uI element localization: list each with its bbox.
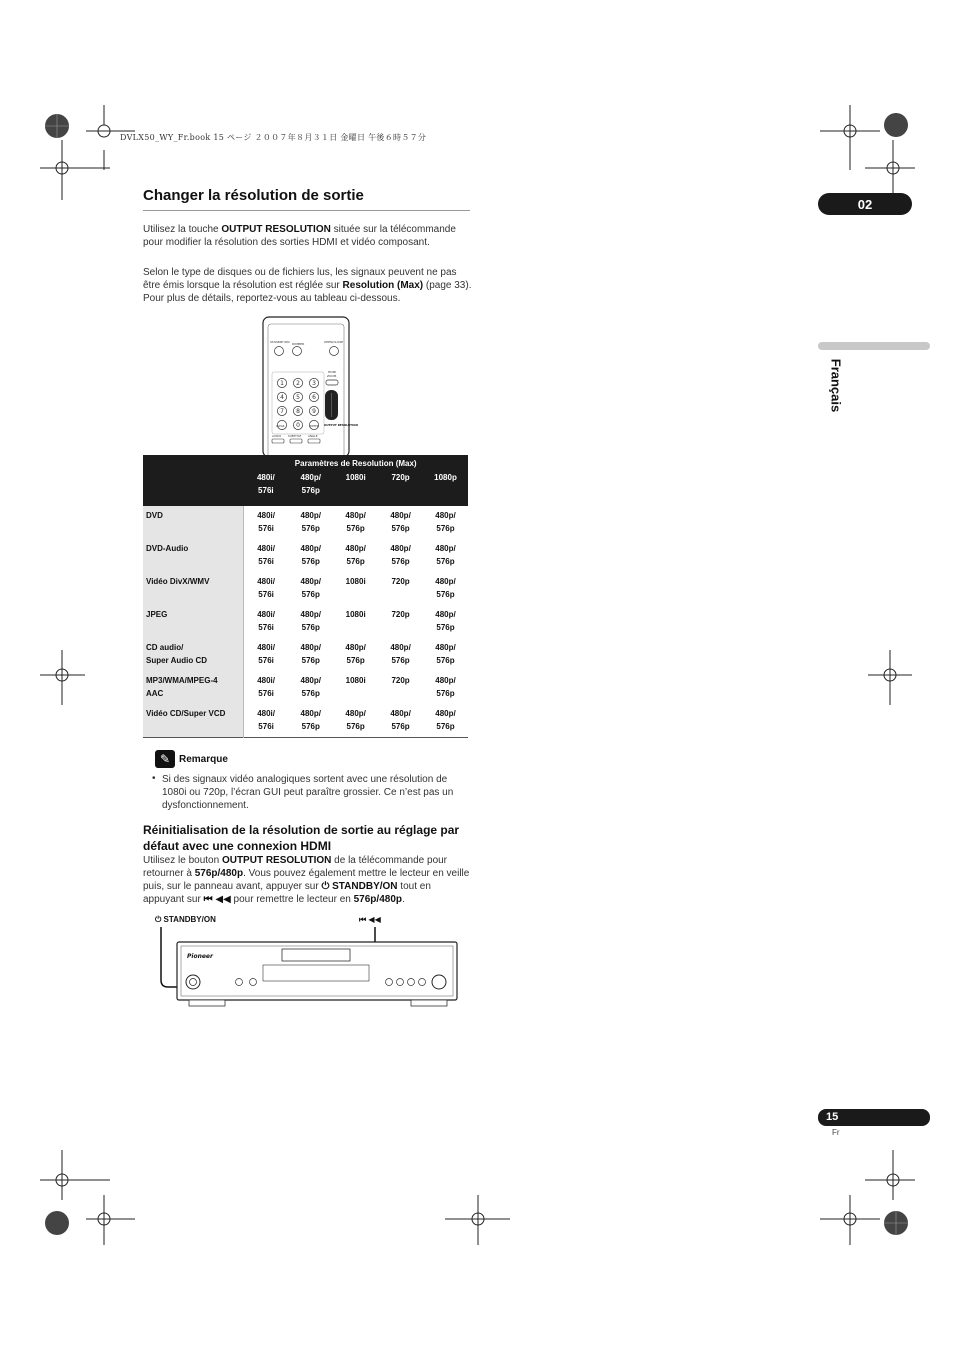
svg-text:5: 5 xyxy=(296,394,300,401)
svg-text:AUDIO: AUDIO xyxy=(272,434,282,438)
table-cell: 480p/ 576p xyxy=(300,544,321,566)
note-title: Remarque xyxy=(179,754,228,765)
warning-paragraph: Selon le type de disques ou de fichiers lus, les signaux peuvent ne pas être émis lorsque la résolution est réglée sur Resolution (Max) (page 33). Pour plus de détails, reportez-vous au tableau ci-dessous. xyxy=(143,267,472,304)
pencil-icon: ✎ xyxy=(155,750,175,768)
table-row xyxy=(143,704,468,737)
page-language: Fr xyxy=(832,1128,840,1137)
svg-text:DIMMER: DIMMER xyxy=(292,342,305,346)
table-cell: 720p xyxy=(391,577,410,586)
row-label: JPEG xyxy=(143,605,243,638)
table-header-row xyxy=(143,471,468,506)
svg-text:ZOOM: ZOOM xyxy=(327,374,337,378)
table-cell: 1080i xyxy=(345,676,366,685)
table-cell: 480p/ 576p xyxy=(300,511,321,533)
table-cell: 480p/ 576p xyxy=(435,610,456,632)
svg-text:ENTER: ENTER xyxy=(310,425,319,428)
table-cell: 480p/ 576p xyxy=(345,643,366,665)
table-cell: 480p/ 576p xyxy=(300,676,321,698)
table-cell: 480p/ 576p xyxy=(390,544,411,566)
svg-text:STANDBY/ON: STANDBY/ON xyxy=(270,340,290,344)
svg-text:HDMI: HDMI xyxy=(328,370,337,374)
note-bullet: • xyxy=(152,773,156,784)
table-row xyxy=(143,572,468,605)
column-header: 720p xyxy=(378,471,423,506)
row-label: CD audio/ Super Audio CD xyxy=(143,638,243,671)
resolution-table xyxy=(143,455,468,738)
section-title: Changer la résolution de sortie xyxy=(143,187,364,204)
svg-text:2: 2 xyxy=(296,380,300,387)
row-label: Vidéo DivX/WMV xyxy=(143,572,243,605)
column-header: 1080i xyxy=(333,471,378,506)
svg-text:ANGLE: ANGLE xyxy=(308,434,318,438)
table-cell: 480p/ 576p xyxy=(300,643,321,665)
language-tab-label: Français xyxy=(828,358,844,413)
svg-text:0: 0 xyxy=(296,422,300,429)
svg-text:3: 3 xyxy=(312,380,316,387)
table-cell: 480p/ 576p xyxy=(345,511,366,533)
table-cell: 480p/ 576p xyxy=(345,709,366,731)
table-cell: 480p/ 576p xyxy=(435,511,456,533)
subsection-title: Réinitialisation de la résolution de sortie au réglage par défaut avec une connexion HDMI xyxy=(143,823,460,853)
table-cell: 720p xyxy=(391,610,410,619)
table-cell: 480i/ 576i xyxy=(257,676,275,698)
row-label: DVD-Audio xyxy=(143,539,243,572)
svg-text:4: 4 xyxy=(280,394,284,401)
table-row xyxy=(143,539,468,572)
svg-text:Pioneer: Pioneer xyxy=(187,953,213,960)
table-cell: 480i/ 576i xyxy=(257,643,275,665)
table-cell: 480i/ 576i xyxy=(257,709,275,731)
table-cell: 480p/ 576p xyxy=(390,709,411,731)
print-header: DVLX50_WY_Fr.book 15 ページ ２００７年８月３１日 金曜日 午後６時５７分 xyxy=(120,133,427,142)
svg-text:SUBTITLE: SUBTITLE xyxy=(288,434,302,438)
table-cell: 480p/ 576p xyxy=(300,577,321,599)
remote-control-illustration xyxy=(262,316,358,448)
svg-text:9: 9 xyxy=(312,408,316,415)
table-caption: Paramètres de Resolution (Max) xyxy=(243,455,468,471)
table-cell: 480p/ 576p xyxy=(435,544,456,566)
table-cell: 480p/ 576p xyxy=(300,610,321,632)
page-number: 15 xyxy=(826,1111,839,1123)
row-label: MP3/WMA/MPEG-4 AAC xyxy=(143,671,243,704)
svg-text:6: 6 xyxy=(312,394,316,401)
table-cell: 480p/ 576p xyxy=(390,643,411,665)
chapter-badge: 02 xyxy=(818,193,912,215)
table-cell: 480p/ 576p xyxy=(435,676,456,698)
dvd-player-illustration xyxy=(155,925,465,1010)
table-cell: 480i/ 576i xyxy=(257,610,275,632)
table-cell: 480p/ 576p xyxy=(435,643,456,665)
table-row xyxy=(143,605,468,638)
table-cell: 480p/ 576p xyxy=(300,709,321,731)
table-cell: 480i/ 576i xyxy=(257,544,275,566)
column-header: 480p/ 576p xyxy=(288,471,333,506)
column-header: 480i/ 576i xyxy=(243,471,288,506)
svg-text:CLEAR: CLEAR xyxy=(276,425,285,428)
table-cell: 720p xyxy=(391,676,410,685)
table-row xyxy=(143,671,468,704)
svg-text:OUTPUT RESOLUTION: OUTPUT RESOLUTION xyxy=(324,423,358,427)
row-label: Vidéo CD/Super VCD xyxy=(143,704,243,737)
table-cell: 480p/ 576p xyxy=(345,544,366,566)
svg-text:1: 1 xyxy=(280,380,284,387)
note-text: Si des signaux vidéo analogiques sortent avec une résolution de 1080i ou 720p, l’écran GUI peut paraître grossier. Ce n’est pas un dysfonctionnement. xyxy=(162,774,454,811)
table-row xyxy=(143,506,468,539)
table-cell: 480p/ 576p xyxy=(435,709,456,731)
standby-callout-label: ⏻ STANDBY/ON xyxy=(155,915,216,924)
prev-callout-label: ⏮ ◀◀ xyxy=(359,915,381,924)
table-row xyxy=(143,638,468,671)
table-cell: 480i/ 576i xyxy=(257,577,275,599)
table-cell: 480i/ 576i xyxy=(257,511,275,533)
reset-paragraph: Utilisez le bouton OUTPUT RESOLUTION de la télécommande pour retourner à 576p/480p. Vous pouvez également mettre le lecteur en veille puis, sur le panneau avant, appuyer sur ⏻ STANDBY/ON tout en appuyant sur ⏮ ◀◀ pour remettre le lecteur en 576p/480p. xyxy=(143,855,470,905)
svg-text:7: 7 xyxy=(280,408,284,415)
svg-text:8: 8 xyxy=(296,408,300,415)
table-cell: 1080i xyxy=(345,610,366,619)
row-label: DVD xyxy=(143,506,243,539)
svg-text:OPEN/CLOSE: OPEN/CLOSE xyxy=(324,340,344,344)
table-corner xyxy=(143,455,243,471)
column-header: 1080p xyxy=(423,471,468,506)
table-cell: 480p/ 576p xyxy=(435,577,456,599)
title-divider xyxy=(143,210,470,211)
table-cell: 480p/ 576p xyxy=(390,511,411,533)
table-cell: 1080i xyxy=(345,577,366,586)
intro-paragraph: Utilisez la touche OUTPUT RESOLUTION située sur la télécommande pour modifier la résolution des sorties HDMI et vidéo composant. xyxy=(143,224,456,248)
